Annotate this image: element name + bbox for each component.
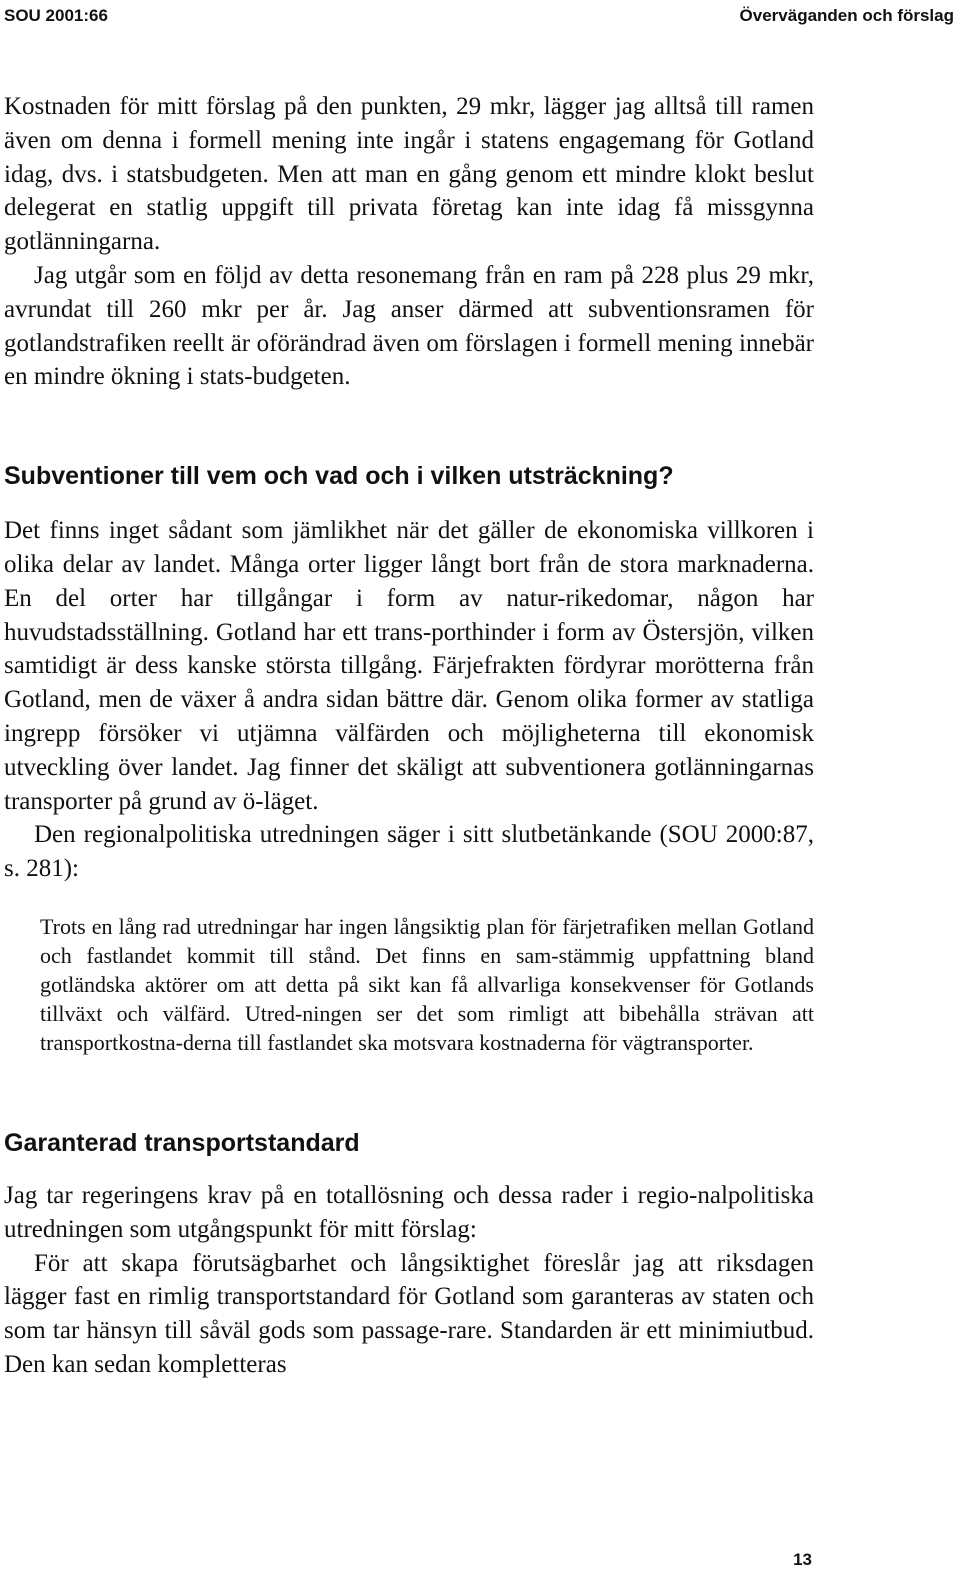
running-head-right: Överväganden och förslag xyxy=(739,6,954,25)
body-paragraph-3: Det finns inget sådant som jämlikhet när det gäller de ekonomiska villkoren i olika delar av landet. Många orter ligger långt bort från de stora marknaderna. En del orter har tillgångar i form av natur-rikedomar, någon har huvudstadsställning. Gotland har ett trans-porthinder i form av Östersjön, vilken samtidigt är dess kanske största tillgång. Färjefrakten fördyrar morötterna från Gotland, men de växer å andra sidan bättre där. Genom olika former av statliga ingrepp försöker vi utjämna välfärden och möjligheterna till ekonomisk utveckling över landet. Jag finner det skäligt att subventionera gotlänningarnas transporter på grund av ö-läget. xyxy=(4,517,814,815)
running-head xyxy=(4,4,954,28)
page-number: 13 xyxy=(793,1550,812,1569)
body-paragraph-5: Jag tar regeringens krav på en totallösning och dessa rader i regio-nalpolitiska utredningen som utgångspunkt för mitt förslag: xyxy=(4,1181,814,1243)
page-body xyxy=(4,90,814,1382)
section-heading-subventioner: Subventioner till vem och vad och i vilken utsträckning? xyxy=(4,462,674,491)
block-quote: Trots en lång rad utredningar har ingen långsiktig plan för färjetrafiken mellan Gotland och fastlandet kommit till stånd. Det finns en sam-stämmig uppfattning bland gotländska aktörer om att detta på sikt kan få allvarliga konsekvenser för Gotlands tillväxt och välfärd. Utred-ningen ser det som rimligt att bibehålla strävan att transportkostna-derna till fastlandet ska motsvara kostnaderna för vägtransporter. xyxy=(40,913,814,1055)
running-head-left: SOU 2001:66 xyxy=(4,6,108,25)
body-paragraph-4: Den regionalpolitiska utredningen säger i sitt slutbetänkande (SOU 2000:87, s. 281): xyxy=(4,821,814,883)
body-paragraph-6: För att skapa förutsägbarhet och långsiktighet föreslår jag att riksdagen lägger fast en rimlig transportstandard för Gotland som garanteras av staten och som tar hänsyn till såväl gods som passage-rare. Standarden är ett minimiutbud. Den kan sedan kompletteras xyxy=(4,1249,814,1378)
body-paragraph-2: Jag utgår som en följd av detta resonemang från en ram på 228 plus 29 mkr, avrundat till 260 mkr per år. Jag anser därmed att subventionsramen för gotlandstrafiken reellt är oförändrad även om förslagen i formell mening innebär en mindre ökning i stats-budgeten. xyxy=(4,261,814,391)
body-paragraph-1: Kostnaden för mitt förslag på den punkten, 29 mkr, lägger jag alltså till ramen även om denna i formell mening inte ingår i statens engagemang för Gotland idag, dvs. i statsbudgeten. Men att man en gång genom ett mindre klokt beslut delegerat en statlig uppgift till privata företag kan inte idag få missgynna gotlänningarna. xyxy=(4,93,814,256)
section-heading-transportstandard: Garanterad transportstandard xyxy=(4,1128,360,1157)
